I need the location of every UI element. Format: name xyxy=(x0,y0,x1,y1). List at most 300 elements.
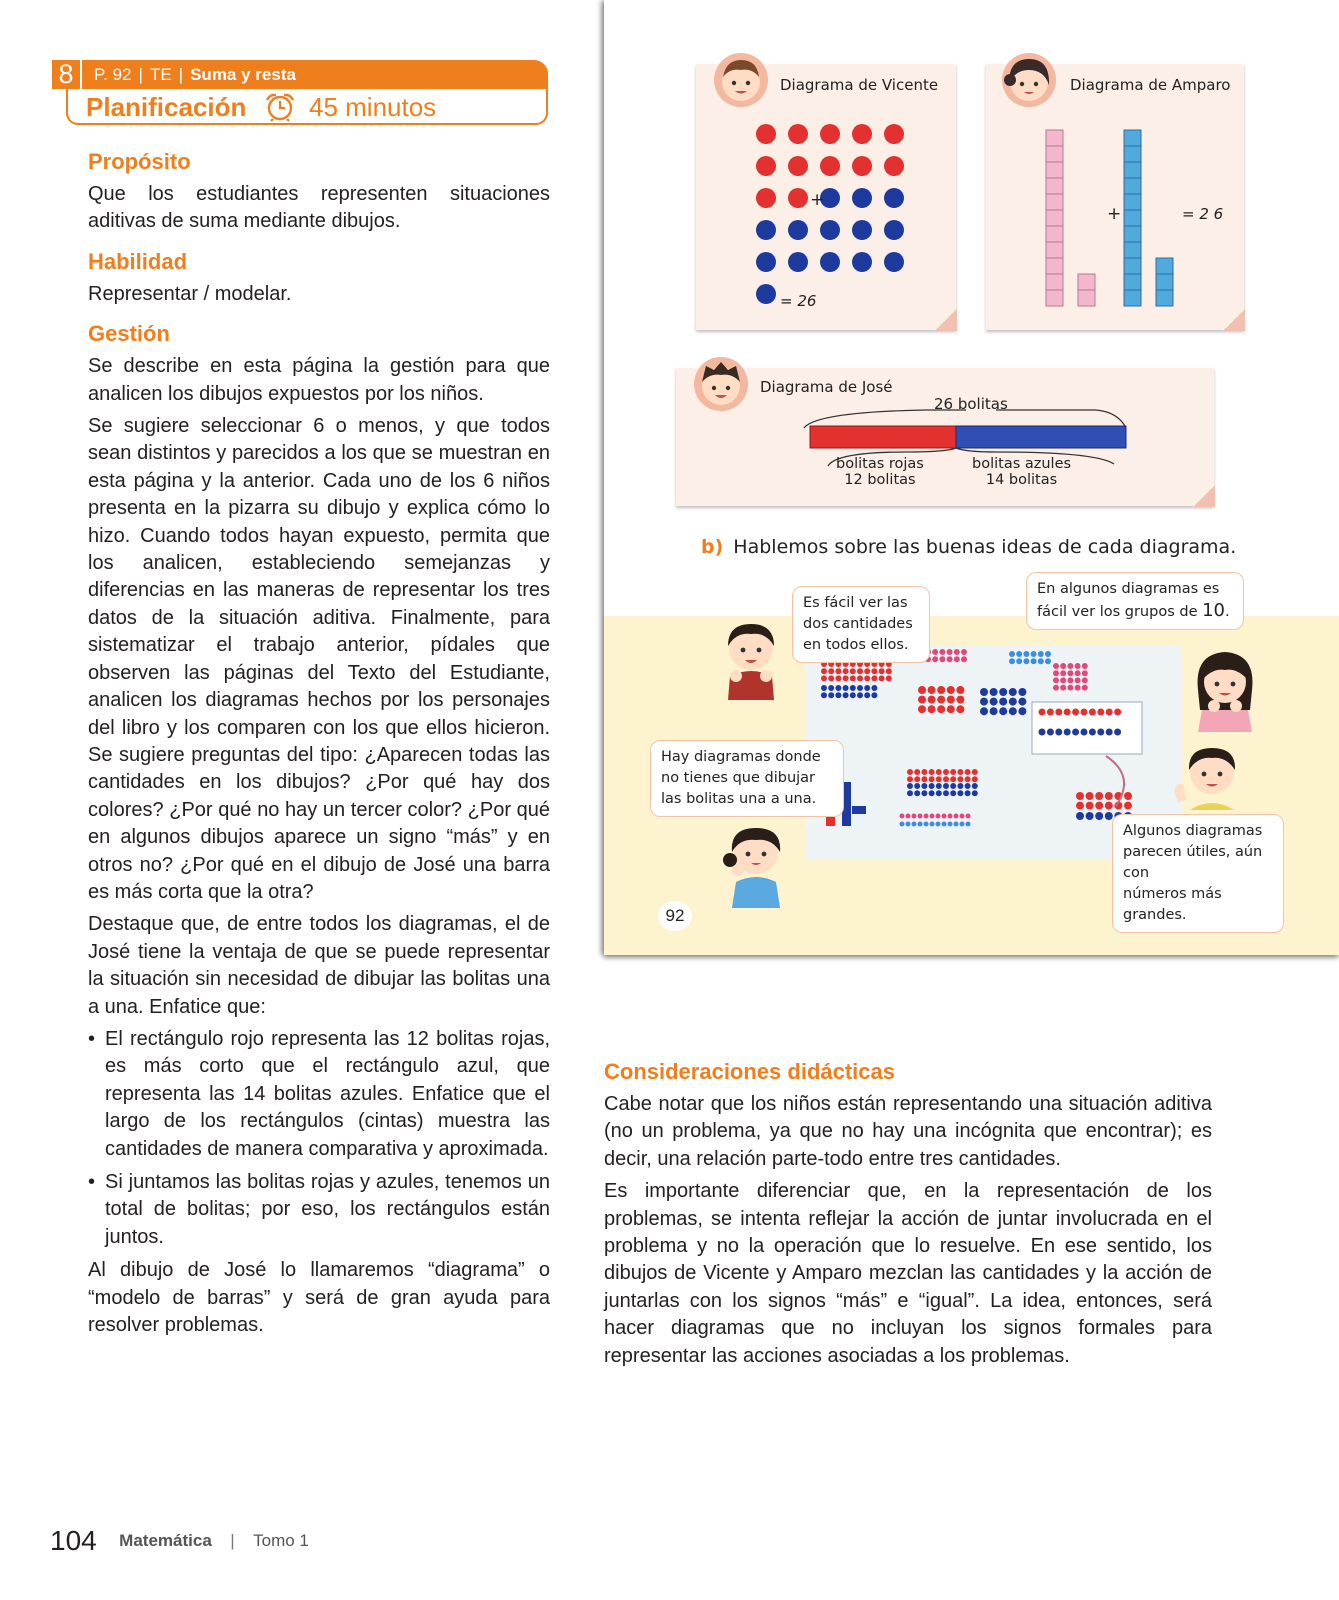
diagram-dot xyxy=(871,685,877,691)
blue-ball xyxy=(884,188,904,208)
diagram-dot xyxy=(1064,729,1071,736)
diagram-dot xyxy=(1018,698,1026,706)
diagram-dot xyxy=(947,696,955,704)
red-bar-caption xyxy=(836,456,924,488)
diagram-dot xyxy=(980,688,988,696)
diagram-dot xyxy=(1124,792,1132,800)
amparo-equals: = 2 6 xyxy=(1182,205,1224,223)
blue-cube xyxy=(1124,210,1141,226)
blue-ball xyxy=(884,252,904,272)
girl-thinking-illustration xyxy=(716,806,796,908)
diagram-dot xyxy=(1081,729,1088,736)
diagram-dot xyxy=(928,696,936,704)
blue-cube xyxy=(1156,290,1173,306)
diagram-dot xyxy=(956,696,964,704)
diagram-dot xyxy=(906,822,911,827)
bubble-line: Es fácil ver las xyxy=(803,595,908,611)
diagram-dot xyxy=(1105,802,1113,810)
diagram-dot xyxy=(947,686,955,694)
speech-bubble xyxy=(1026,572,1244,630)
diagram-dot xyxy=(1039,709,1046,716)
vicente-face-icon xyxy=(712,50,770,108)
blue-cube xyxy=(1124,242,1141,258)
diagram-dot xyxy=(966,814,971,819)
diagram-dot xyxy=(1045,651,1051,657)
diagram-dot xyxy=(1075,685,1081,691)
diagram-dot xyxy=(1018,707,1026,715)
diagram-dot xyxy=(966,822,971,827)
boy-child-illustration xyxy=(716,616,786,700)
red-ball xyxy=(788,156,808,176)
diagram-dot xyxy=(843,685,849,691)
pink-cube xyxy=(1046,258,1063,274)
diagram-dot xyxy=(1009,651,1015,657)
red-ball xyxy=(820,124,840,144)
diagram-dot xyxy=(906,814,911,819)
question-letter: b) xyxy=(701,536,724,558)
diagram-dot xyxy=(936,783,942,789)
pink-cube xyxy=(1078,290,1095,306)
red-ball xyxy=(820,156,840,176)
diagram-dot xyxy=(999,698,1007,706)
diagram-dot xyxy=(957,790,963,796)
diagram-dot xyxy=(821,675,827,681)
diagram-dot xyxy=(972,776,978,782)
pink-cube xyxy=(1046,178,1063,194)
diagram-dot xyxy=(932,649,938,655)
blue-ball xyxy=(756,220,776,240)
red-ball xyxy=(884,156,904,176)
diagram-dot xyxy=(957,783,963,789)
diagram-dot xyxy=(1081,709,1088,716)
diagram-dot xyxy=(821,685,827,691)
diagram-dot xyxy=(1023,651,1029,657)
pink-cube xyxy=(1046,242,1063,258)
diagram-dot xyxy=(1082,685,1088,691)
bubble-line: dos cantidades xyxy=(803,616,913,632)
diagram-dot xyxy=(1009,688,1017,696)
textbook-page-number: 92 xyxy=(658,901,692,931)
diagram-dot xyxy=(1009,707,1017,715)
diagram-dot xyxy=(921,769,927,775)
amparo-title: Diagrama de Amparo xyxy=(1070,76,1231,94)
blue-bar-label: bolitas azules xyxy=(972,456,1072,472)
diagram-dot xyxy=(943,783,949,789)
pink-cube xyxy=(1046,210,1063,226)
red-ball xyxy=(852,124,872,144)
diagram-dot xyxy=(835,668,841,674)
diagram-dot xyxy=(900,822,905,827)
diagram-dot xyxy=(843,692,849,698)
diagram-dot xyxy=(999,688,1007,696)
diagram-dot xyxy=(918,705,926,713)
diagram-dot xyxy=(1097,709,1104,716)
planning-header xyxy=(52,60,548,126)
diagram-dot xyxy=(886,675,892,681)
meta-separator: | xyxy=(138,65,143,84)
diagram-dot xyxy=(932,656,938,662)
page-fold xyxy=(1193,485,1215,507)
bubble-line: parecen útiles, aún con xyxy=(1123,844,1263,881)
diagram-dot xyxy=(1082,677,1088,683)
diagram-dot xyxy=(1086,792,1094,800)
bubble-line: números más grandes. xyxy=(1123,886,1222,923)
diagram-dot xyxy=(961,649,967,655)
diagram-dot xyxy=(1075,663,1081,669)
diagram-dot xyxy=(912,822,917,827)
diagram-dot xyxy=(921,776,927,782)
diagram-dot xyxy=(942,822,947,827)
diagram-dot xyxy=(1047,709,1054,716)
diagram-dot xyxy=(1067,663,1073,669)
vicente-equals: = 26 xyxy=(780,292,817,310)
girl-child-illustration xyxy=(1184,640,1266,732)
meta-separator: | xyxy=(178,65,184,84)
amparo-face-icon xyxy=(1000,50,1058,108)
diagram-dot xyxy=(1060,677,1066,683)
diagram-dot xyxy=(957,769,963,775)
diagram-dot xyxy=(947,649,953,655)
diagram-dot xyxy=(871,692,877,698)
blue-ball xyxy=(788,252,808,272)
diagram-dot xyxy=(929,769,935,775)
diagram-dot xyxy=(924,814,929,819)
diagram-dot xyxy=(857,668,863,674)
bubble-line: no tienes que dibujar xyxy=(661,770,816,786)
habilidad-text: Representar / modelar. xyxy=(88,282,292,305)
blue-cube xyxy=(1124,194,1141,210)
diagram-dot xyxy=(864,668,870,674)
diagram-dot xyxy=(1076,792,1084,800)
blue-ball xyxy=(756,252,776,272)
gestion-paragraph: Al dibujo de José lo llamaremos “diagrama” o “modelo de barras” y será de gran ayuda para resolver problemas. xyxy=(88,1259,550,1337)
diagram-dot xyxy=(1095,812,1103,820)
diagram-dot xyxy=(950,776,956,782)
diagram-dot xyxy=(1053,670,1059,676)
diagram-dot xyxy=(1089,709,1096,716)
topic-label: Suma y resta xyxy=(190,65,296,84)
diagram-dot xyxy=(954,822,959,827)
diagram-dot xyxy=(972,790,978,796)
speech-bubble xyxy=(1112,814,1284,933)
diagram-dot xyxy=(857,692,863,698)
bullet-item: • El rectángulo rojo representa las 12 bolitas rojas, es más corto que el rectángulo azul, que representa las 14 bolitas azules. Enfatice que el largo de los rectángulos (cintas) muestra las cantidades de manera comparativa y aproximada. xyxy=(88,1026,550,1163)
diagram-dot xyxy=(948,814,953,819)
diagram-dot xyxy=(871,675,877,681)
diagram-dot xyxy=(857,675,863,681)
diagram-dot xyxy=(939,656,945,662)
diagram-dot xyxy=(1067,685,1073,691)
diagram-dot xyxy=(1047,729,1054,736)
diagram-dot xyxy=(907,783,913,789)
diagram-dot xyxy=(956,705,964,713)
diagram-dot xyxy=(1038,658,1044,664)
diagram-dot xyxy=(928,705,936,713)
diagram-dot xyxy=(918,696,926,704)
subject-name: Matemática xyxy=(119,1531,212,1550)
diagram-dot xyxy=(1105,812,1113,820)
diagram-dot xyxy=(821,692,827,698)
page-fold xyxy=(1223,309,1245,331)
diagram-dot xyxy=(907,769,913,775)
diagram-dot xyxy=(1114,729,1121,736)
diagram-dot xyxy=(937,686,945,694)
diagram-dot xyxy=(907,776,913,782)
diagram-dot xyxy=(914,790,920,796)
diagram-dot xyxy=(1086,812,1094,820)
diagram-dot xyxy=(929,790,935,796)
boy-waving-illustration xyxy=(1170,740,1250,810)
diagram-dot xyxy=(835,685,841,691)
blue-cube xyxy=(1156,258,1173,274)
diagram-dot xyxy=(1045,658,1051,664)
gestion-paragraph: Se describe en esta página la gestión para que analicen los dibujos expuestos por los niños. xyxy=(88,355,550,405)
diagram-dot xyxy=(843,668,849,674)
diagram-dot xyxy=(1018,688,1026,696)
gestion-paragraph: Se sugiere seleccionar 6 o menos, y que todos sean distintos y parecidos a los que se muestran en esta página y la anterior. Cada uno de los 6 niños presenta en la pizarra su dibujo y explica cómo lo hizo. Cuando todos hayan expuesto, permita que los analicen, estableciendo semejanzas y diferencias en las maneras de representar los tres datos de la situación aditiva. Finalmente, para sistematizar el trabajo anterior, pídales que observen las páginas del Texto del Estudiante, analicen los diagramas hechos por los personajes del libro y los comparen con los que ellos hicieron. Se sugiere preguntas del tipo: ¿Aparecen todas las cantidades en los dibujos? ¿Por qué hay dos colores? ¿Por qué no hay un tercer color? ¿Por qué en algunos dibujos aparece un signo “más” y en otros no? ¿Por qué en el dibujo de José una barra es más corta que la otra? xyxy=(88,415,550,903)
red-bar-count: 12 bolitas xyxy=(844,472,916,488)
diagram-dot xyxy=(821,668,827,674)
diagram-dot xyxy=(939,649,945,655)
diagram-dot xyxy=(1038,651,1044,657)
bubble-line xyxy=(1037,600,1233,623)
diagram-dot xyxy=(864,675,870,681)
blue-ball xyxy=(756,284,776,304)
blue-cube xyxy=(1124,290,1141,306)
diagram-dot xyxy=(937,705,945,713)
diagram-dot xyxy=(980,707,988,715)
diagram-dot xyxy=(1009,698,1017,706)
diagram-dot xyxy=(965,790,971,796)
considerations-heading: Consideraciones didácticas xyxy=(604,1059,895,1084)
diagram-dot xyxy=(1076,802,1084,810)
blue-bar xyxy=(956,426,1126,448)
diagram-dot xyxy=(879,675,885,681)
diagram-dot xyxy=(1075,677,1081,683)
diagram-dot xyxy=(918,822,923,827)
diagram-dot xyxy=(924,822,929,827)
diagram-dot xyxy=(1082,670,1088,676)
diagram-dot xyxy=(928,686,936,694)
bullet-item: • Si juntamos las bolitas rojas y azules, tenemos un total de bolitas; por eso, los rectángulos están juntos. xyxy=(88,1169,550,1251)
diagram-dot xyxy=(954,656,960,662)
diagram-dot xyxy=(950,769,956,775)
diagram-dot xyxy=(943,790,949,796)
diagram-dot xyxy=(943,776,949,782)
diagram-dot xyxy=(828,668,834,674)
diagram-dot xyxy=(1095,792,1103,800)
habilidad-heading: Habilidad xyxy=(88,248,188,274)
red-ball xyxy=(756,124,776,144)
diagram-dot xyxy=(947,656,953,662)
diagram-dot xyxy=(1106,709,1113,716)
page-fold xyxy=(935,309,957,331)
blue-ball xyxy=(884,220,904,240)
diagram-dot xyxy=(879,668,885,674)
red-ball xyxy=(788,124,808,144)
diagram-dot xyxy=(1086,802,1094,810)
diagram-dot xyxy=(990,707,998,715)
blue-cube xyxy=(1156,274,1173,290)
red-ball xyxy=(756,156,776,176)
diagram-dot xyxy=(1076,812,1084,820)
blue-cube xyxy=(1124,178,1141,194)
question-b xyxy=(701,536,1236,558)
diagram-dot xyxy=(942,814,947,819)
diagram-dot xyxy=(957,776,963,782)
diagram-dot xyxy=(918,686,926,694)
pink-cube xyxy=(1046,146,1063,162)
red-bar xyxy=(810,426,956,448)
bubble-line: Hay diagramas donde xyxy=(661,749,821,765)
jose-total-label: 26 bolitas xyxy=(934,395,1008,413)
vicente-dot-grid xyxy=(756,122,936,312)
planning-title: Planificación xyxy=(86,92,247,122)
blue-cube xyxy=(1124,274,1141,290)
diagram-dot xyxy=(1053,677,1059,683)
diagram-dot xyxy=(843,675,849,681)
diagram-dot xyxy=(864,692,870,698)
blue-cube xyxy=(1124,146,1141,162)
page-ref: P. 92 xyxy=(94,65,132,84)
bubble-line: en todos ellos. xyxy=(803,637,909,653)
diagram-dot xyxy=(828,685,834,691)
pink-cube xyxy=(1046,162,1063,178)
diagram-dot xyxy=(918,814,923,819)
diagram-dot xyxy=(929,776,935,782)
diagram-dot xyxy=(930,822,935,827)
diagram-dot xyxy=(936,822,941,827)
blue-ball xyxy=(852,220,872,240)
diagram-dot xyxy=(921,790,927,796)
blue-bar-count: 14 bolitas xyxy=(985,472,1058,488)
blue-ball xyxy=(820,252,840,272)
te-label: TE xyxy=(149,65,172,84)
diagram-dot xyxy=(961,656,967,662)
diagram-dot xyxy=(1016,651,1022,657)
red-ball xyxy=(788,188,808,208)
diagram-dot xyxy=(1053,663,1059,669)
diagram-dot xyxy=(835,675,841,681)
diagram-dot xyxy=(950,783,956,789)
diagram-dot xyxy=(930,814,935,819)
diagram-dot xyxy=(828,675,834,681)
blue-cube xyxy=(1124,162,1141,178)
diagram-dot xyxy=(936,769,942,775)
considerations-paragraph: Cabe notar que los niños están representando una situación aditiva (no un problema, ya que no hay una incógnita que encontrar); es decir, una relación parte-todo entre tres cantidades. xyxy=(604,1093,1212,1170)
vicente-plus-sign: + xyxy=(810,190,825,210)
diagram-dot xyxy=(936,790,942,796)
speech-bubble xyxy=(792,586,930,663)
diagram-dot xyxy=(1105,792,1113,800)
speech-bubble xyxy=(650,740,844,817)
diagram-dot xyxy=(960,822,965,827)
chapter-number: 8 xyxy=(52,60,82,89)
diagram-dot xyxy=(828,692,834,698)
diagram-dot xyxy=(936,776,942,782)
gestion-paragraph: Destaque que, de entre todos los diagramas, el de José tiene la ventaja de que se puede representar la situación sin necesidad de dibujar las bolitas una a una. Enfatice que: xyxy=(88,913,550,1018)
diagram-dot xyxy=(1031,658,1037,664)
left-column xyxy=(88,146,550,1344)
footer-separator: | xyxy=(230,1531,235,1550)
duration: 45 minutos xyxy=(309,92,437,122)
page-footer xyxy=(50,1525,309,1557)
gestion-heading: Gestión xyxy=(88,321,170,347)
alarm-clock-icon xyxy=(264,92,296,122)
bubble-line: En algunos diagramas es xyxy=(1037,581,1220,597)
pink-cube xyxy=(1046,130,1063,146)
diagram-dot xyxy=(1060,685,1066,691)
diagram-dot xyxy=(948,822,953,827)
diagram-dot xyxy=(912,814,917,819)
diagram-dot xyxy=(1072,709,1079,716)
diagram-dot xyxy=(1055,709,1062,716)
volume-label: Tomo 1 xyxy=(253,1531,309,1550)
diagram-dot xyxy=(936,814,941,819)
page-number: 104 xyxy=(50,1525,97,1556)
bubble-line: las bolitas una a una. xyxy=(661,791,817,807)
jose-face-icon xyxy=(692,354,750,412)
blue-bar-caption xyxy=(972,456,1071,488)
blue-cube xyxy=(1124,258,1141,274)
diagram-dot xyxy=(937,696,945,704)
diagram-dot xyxy=(864,685,870,691)
pink-cube xyxy=(1046,290,1063,306)
red-ball xyxy=(756,188,776,208)
diagram-dot xyxy=(907,790,913,796)
blue-cube xyxy=(1124,226,1141,242)
diagram-dot xyxy=(1082,663,1088,669)
pink-cube xyxy=(1046,274,1063,290)
bar-piece xyxy=(852,806,866,814)
diagram-dot xyxy=(914,769,920,775)
diagram-dot xyxy=(1124,802,1132,810)
diagram-dot xyxy=(1067,677,1073,683)
diagram-dot xyxy=(1114,709,1121,716)
diagram-dot xyxy=(857,685,863,691)
bubble-text: fácil ver los grupos de xyxy=(1037,604,1203,620)
diagram-dot xyxy=(1009,658,1015,664)
diagram-dot xyxy=(1023,658,1029,664)
diagram-dot xyxy=(1016,658,1022,664)
diagram-dot xyxy=(1067,670,1073,676)
question-text: Hablemos sobre las buenas ideas de cada diagrama. xyxy=(733,536,1237,558)
diagram-dot xyxy=(900,814,905,819)
diagram-dot xyxy=(921,783,927,789)
diagram-dot xyxy=(886,668,892,674)
diagram-dot xyxy=(1064,709,1071,716)
header-meta xyxy=(94,63,296,87)
vicente-title: Diagrama de Vicente xyxy=(780,76,939,94)
diagram-dot xyxy=(1072,729,1079,736)
diagram-dot xyxy=(871,668,877,674)
amparo-plus-sign: + xyxy=(1107,204,1122,224)
diagram-dot xyxy=(980,698,988,706)
proposito-heading: Propósito xyxy=(88,149,191,174)
diagram-dot xyxy=(1075,670,1081,676)
bubble-period: . xyxy=(1225,604,1230,620)
diagram-dot xyxy=(914,783,920,789)
textbook-page xyxy=(604,0,1339,955)
diagram-dot xyxy=(954,814,959,819)
diagram-dot xyxy=(990,688,998,696)
blue-cube xyxy=(1124,130,1141,146)
diagram-dot xyxy=(950,790,956,796)
jose-diagram-card xyxy=(676,368,1214,506)
pink-cube xyxy=(1046,226,1063,242)
diagram-dot xyxy=(965,783,971,789)
bubble-number: 10 xyxy=(1202,600,1225,621)
